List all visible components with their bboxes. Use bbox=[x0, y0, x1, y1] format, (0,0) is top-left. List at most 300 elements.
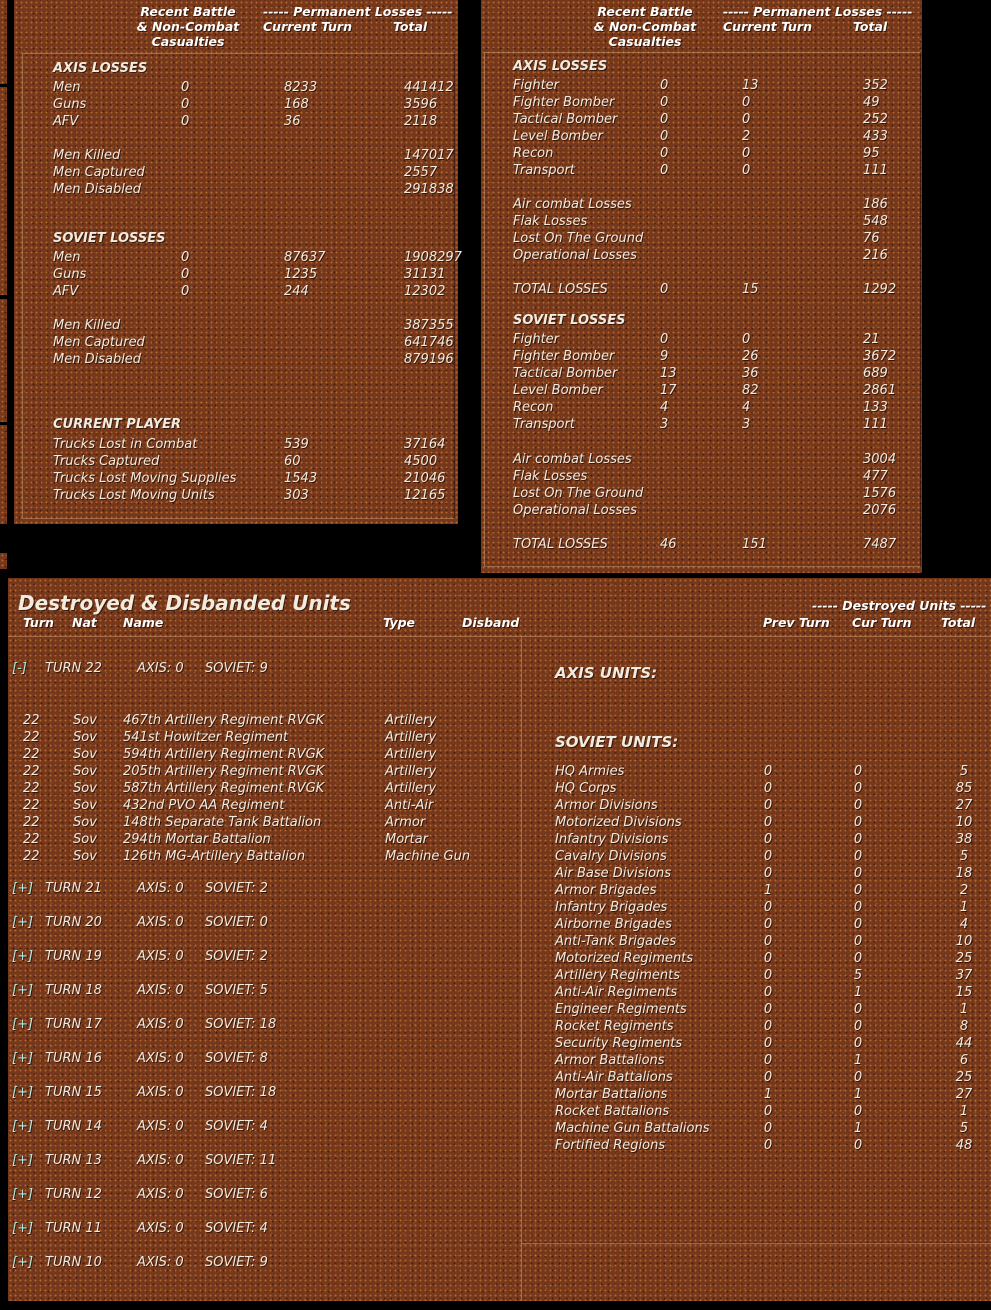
air-loss-current-turn: 13 bbox=[742, 78, 759, 93]
unit-name: 126th MG-Artillery Battalion bbox=[123, 849, 306, 864]
soviet-air-detail-rows bbox=[481, 451, 922, 519]
current-turn-column-header: Current Turn bbox=[263, 19, 352, 34]
unit-summary-row bbox=[8, 763, 991, 780]
axis-losses-title: AXIS LOSSES bbox=[53, 61, 148, 76]
air-loss-label: Fighter Bomber bbox=[513, 95, 615, 110]
loss-detail-label: Men Killed bbox=[53, 148, 121, 163]
summary-prev-turn: 0 bbox=[763, 1036, 773, 1051]
unit-turn: 22 bbox=[23, 781, 40, 796]
truck-loss-row bbox=[14, 487, 458, 504]
loss-row-recent: 0 bbox=[181, 97, 190, 112]
turn-group-soviet-count: SOVIET: 2 bbox=[205, 949, 268, 964]
axis-total-losses-row bbox=[481, 281, 922, 298]
loss-row-label: AFV bbox=[53, 114, 79, 129]
air-loss-detail-label: Lost On The Ground bbox=[513, 231, 644, 246]
unit-summary-row bbox=[8, 933, 991, 950]
loss-row-total: 441412 bbox=[404, 80, 454, 95]
unit-type: Artillery bbox=[385, 747, 437, 762]
unit-summary-row bbox=[8, 950, 991, 967]
unit-nationality: Sov bbox=[73, 849, 97, 864]
ground-losses-panel bbox=[14, 0, 462, 524]
air-loss-label: Level Bomber bbox=[513, 129, 603, 144]
summary-total: 18 bbox=[955, 866, 973, 881]
unit-turn: 22 bbox=[23, 798, 40, 813]
summary-cur-turn: 0 bbox=[853, 900, 863, 915]
summary-cur-turn: 0 bbox=[853, 934, 863, 949]
turn-group-axis-count: AXIS: 0 bbox=[137, 1051, 184, 1066]
air-loss-label: Level Bomber bbox=[513, 383, 603, 398]
background-window-sliver bbox=[0, 425, 7, 524]
unit-summary-row bbox=[8, 1035, 991, 1052]
expand-marker[interactable]: [+] bbox=[12, 1255, 34, 1270]
air-loss-current-turn: 0 bbox=[742, 95, 751, 110]
air-loss-current-turn: 2 bbox=[742, 129, 751, 144]
air-loss-detail-total: 216 bbox=[863, 248, 888, 263]
air-loss-total: 111 bbox=[863, 163, 888, 178]
turn-group-axis-count: AXIS: 0 bbox=[137, 1187, 184, 1202]
turn-group-soviet-count: SOVIET: 4 bbox=[205, 1119, 268, 1134]
unit-type: Mortar bbox=[385, 832, 428, 847]
turn-group-soviet-count: SOVIET: 2 bbox=[205, 881, 268, 896]
turn-group-axis-count: AXIS: 0 bbox=[137, 1255, 184, 1270]
total-losses-label: TOTAL LOSSES bbox=[513, 282, 608, 297]
turn-group-soviet-count: SOVIET: 11 bbox=[205, 1153, 277, 1168]
summary-prev-turn: 1 bbox=[763, 883, 773, 898]
air-loss-total: 2861 bbox=[863, 383, 897, 398]
unit-turn: 22 bbox=[23, 730, 40, 745]
air-loss-total: 49 bbox=[863, 95, 880, 110]
unit-turn: 22 bbox=[23, 713, 40, 728]
loss-row-recent: 0 bbox=[181, 250, 190, 265]
air-loss-row bbox=[481, 94, 922, 111]
unit-summary-row bbox=[8, 797, 991, 814]
permanent-losses-header: ----- Permanent Losses ----- bbox=[723, 4, 913, 19]
air-loss-recent: 0 bbox=[660, 146, 669, 161]
loss-row bbox=[14, 283, 458, 300]
expand-marker[interactable]: [+] bbox=[12, 1085, 34, 1100]
loss-row-total: 12302 bbox=[404, 284, 446, 299]
loss-row-recent: 0 bbox=[181, 80, 190, 95]
turn-group-soviet-count: SOVIET: 8 bbox=[205, 1051, 268, 1066]
summary-prev-turn: 1 bbox=[763, 1087, 773, 1102]
air-loss-label: Tactical Bomber bbox=[513, 112, 618, 127]
collapse-marker[interactable]: [-] bbox=[12, 661, 27, 676]
turn-group-soviet-count: SOVIET: 5 bbox=[205, 983, 268, 998]
loss-row-label: AFV bbox=[53, 284, 79, 299]
unit-summary-row bbox=[8, 1120, 991, 1137]
unit-summary-row bbox=[8, 1069, 991, 1086]
summary-total: 44 bbox=[955, 1036, 973, 1051]
air-loss-detail-total: 2076 bbox=[863, 503, 897, 518]
air-loss-label: Fighter Bomber bbox=[513, 349, 615, 364]
summary-total: 25 bbox=[955, 951, 973, 966]
unit-type: Machine Gun bbox=[385, 849, 471, 864]
unit-name: 148th Separate Tank Battalion bbox=[123, 815, 322, 830]
summary-total: 37 bbox=[955, 968, 973, 983]
loss-detail-row bbox=[14, 334, 458, 351]
unit-summary-row bbox=[8, 1052, 991, 1069]
truck-loss-current-turn: 303 bbox=[284, 488, 309, 503]
header-divider-line bbox=[8, 636, 991, 637]
total-losses-label: TOTAL LOSSES bbox=[513, 537, 608, 552]
turn-group-soviet-count: SOVIET: 6 bbox=[205, 1187, 268, 1202]
loss-detail-total: 147017 bbox=[404, 148, 454, 163]
expand-marker[interactable]: [+] bbox=[12, 915, 34, 930]
turn-group-soviet-count: SOVIET: 18 bbox=[205, 1017, 277, 1032]
summary-cur-turn: 0 bbox=[853, 866, 863, 881]
air-loss-detail-row bbox=[481, 196, 922, 213]
unit-name: 467th Artillery Regiment RVGK bbox=[123, 713, 325, 728]
unit-turn: 22 bbox=[23, 849, 40, 864]
turn-group-axis-count: AXIS: 0 bbox=[137, 949, 184, 964]
air-loss-recent: 17 bbox=[660, 383, 677, 398]
truck-loss-total: 37164 bbox=[404, 437, 446, 452]
soviet-units-title: SOVIET UNITS: bbox=[555, 733, 679, 751]
summary-total: 15 bbox=[955, 985, 973, 1000]
air-loss-recent: 3 bbox=[660, 417, 669, 432]
expand-marker[interactable]: [+] bbox=[12, 1153, 34, 1168]
turn-group-axis-count: AXIS: 0 bbox=[137, 661, 184, 676]
summary-category-label: Armor Battalions bbox=[555, 1053, 665, 1068]
summary-cur-turn: 1 bbox=[853, 985, 863, 1000]
expand-marker[interactable]: [+] bbox=[12, 949, 34, 964]
summary-cur-turn: 0 bbox=[853, 883, 863, 898]
truck-loss-current-turn: 60 bbox=[284, 454, 301, 469]
turn-group-label: TURN 18 bbox=[45, 983, 102, 998]
turn-group-axis-count: AXIS: 0 bbox=[137, 915, 184, 930]
summary-total: 5 bbox=[959, 1121, 969, 1136]
air-loss-detail-label: Operational Losses bbox=[513, 503, 637, 518]
air-loss-detail-row bbox=[481, 247, 922, 264]
summary-cur-turn: 0 bbox=[853, 815, 863, 830]
summary-prev-turn: 0 bbox=[763, 900, 773, 915]
unit-nationality: Sov bbox=[73, 815, 97, 830]
air-loss-recent: 0 bbox=[660, 78, 669, 93]
axis-men-detail-rows bbox=[14, 147, 458, 198]
summary-category-label: Mortar Battalions bbox=[555, 1087, 668, 1102]
turn-group-row-expanded[interactable] bbox=[8, 660, 521, 677]
turn-group-axis-count: AXIS: 0 bbox=[137, 1119, 184, 1134]
expand-marker[interactable]: [+] bbox=[12, 1017, 34, 1032]
expand-marker[interactable]: [+] bbox=[12, 1119, 34, 1134]
summary-prev-turn: 0 bbox=[763, 764, 773, 779]
air-loss-recent: 13 bbox=[660, 366, 677, 381]
loss-row-total: 31131 bbox=[404, 267, 446, 282]
nat-column-header: Nat bbox=[72, 615, 97, 630]
unit-summary-row bbox=[8, 1001, 991, 1018]
axis-air-detail-rows bbox=[481, 196, 922, 264]
turn-group-label: TURN 12 bbox=[45, 1187, 102, 1202]
air-loss-detail-label: Air combat Losses bbox=[513, 452, 632, 467]
loss-detail-row bbox=[14, 147, 458, 164]
summary-cur-turn: 1 bbox=[853, 1121, 863, 1136]
air-loss-recent: 0 bbox=[660, 95, 669, 110]
unit-summary-row bbox=[8, 1086, 991, 1103]
unit-type: Artillery bbox=[385, 764, 437, 779]
recent-casualties-line2: & Non-Combat bbox=[593, 19, 697, 34]
turn-group-label: TURN 19 bbox=[45, 949, 102, 964]
summary-cur-turn: 0 bbox=[853, 798, 863, 813]
air-loss-total: 111 bbox=[863, 417, 888, 432]
air-loss-row bbox=[481, 348, 922, 365]
air-loss-row bbox=[481, 382, 922, 399]
summary-cur-turn: 5 bbox=[853, 968, 863, 983]
truck-loss-rows bbox=[14, 436, 458, 504]
air-loss-recent: 0 bbox=[660, 112, 669, 127]
truck-loss-row bbox=[14, 436, 458, 453]
destroyed-disbanded-title: Destroyed & Disbanded Units bbox=[18, 591, 351, 615]
air-loss-detail-label: Air combat Losses bbox=[513, 197, 632, 212]
loss-detail-total: 641746 bbox=[404, 335, 454, 350]
recent-casualties-line1: Recent Battle bbox=[140, 4, 236, 19]
turn-group-label: TURN 15 bbox=[45, 1085, 102, 1100]
loss-row bbox=[14, 113, 458, 130]
air-loss-recent: 0 bbox=[660, 129, 669, 144]
turn-group-soviet-count: SOVIET: 18 bbox=[205, 1085, 277, 1100]
expand-marker[interactable]: [+] bbox=[12, 1051, 34, 1066]
summary-prev-turn: 0 bbox=[763, 832, 773, 847]
summary-category-label: Rocket Battalions bbox=[555, 1104, 670, 1119]
summary-category-label: Anti-Air Battalions bbox=[555, 1070, 673, 1085]
loss-detail-total: 291838 bbox=[404, 182, 454, 197]
air-loss-row bbox=[481, 365, 922, 382]
unit-summary-row bbox=[8, 848, 991, 865]
summary-category-label: Infantry Brigades bbox=[555, 900, 668, 915]
unit-turn: 22 bbox=[23, 747, 40, 762]
cur-turn-column-header: Cur Turn bbox=[852, 615, 912, 630]
air-loss-total: 95 bbox=[863, 146, 880, 161]
truck-loss-label: Trucks Lost Moving Supplies bbox=[53, 471, 237, 486]
summary-prev-turn: 0 bbox=[763, 815, 773, 830]
loss-row-total: 3596 bbox=[404, 97, 438, 112]
summary-cur-turn: 0 bbox=[853, 917, 863, 932]
total-column-header: Total bbox=[853, 19, 888, 34]
summary-cur-turn: 0 bbox=[853, 781, 863, 796]
loss-row-recent: 0 bbox=[181, 114, 190, 129]
summary-cur-turn: 0 bbox=[853, 1070, 863, 1085]
summary-total: 2 bbox=[959, 883, 969, 898]
air-loss-detail-total: 1576 bbox=[863, 486, 897, 501]
unit-nationality: Sov bbox=[73, 798, 97, 813]
soviet-men-detail-rows bbox=[14, 317, 458, 368]
loss-row-recent: 0 bbox=[181, 284, 190, 299]
air-loss-recent: 9 bbox=[660, 349, 669, 364]
summary-cur-turn: 0 bbox=[853, 1138, 863, 1153]
summary-total: 48 bbox=[955, 1138, 973, 1153]
unit-summary-row bbox=[8, 1137, 991, 1154]
turn-group-label: TURN 21 bbox=[45, 881, 102, 896]
air-loss-current-turn: 0 bbox=[742, 163, 751, 178]
air-loss-detail-total: 76 bbox=[863, 231, 880, 246]
summary-category-label: Armor Brigades bbox=[555, 883, 657, 898]
truck-loss-label: Trucks Captured bbox=[53, 454, 160, 469]
turn-group-axis-count: AXIS: 0 bbox=[137, 881, 184, 896]
current-turn-column-header: Current Turn bbox=[723, 19, 812, 34]
air-loss-recent: 4 bbox=[660, 400, 669, 415]
summary-category-label: Infantry Divisions bbox=[555, 832, 669, 847]
summary-total: 27 bbox=[955, 798, 973, 813]
soviet-ground-loss-rows bbox=[14, 249, 462, 300]
summary-prev-turn: 0 bbox=[763, 1121, 773, 1136]
soviet-losses-title: SOVIET LOSSES bbox=[513, 313, 626, 328]
unit-name: 294th Mortar Battalion bbox=[123, 832, 271, 847]
turn-group-row[interactable] bbox=[8, 1212, 521, 1246]
destroyed-unit-row bbox=[8, 712, 521, 729]
unit-summary-row bbox=[8, 1018, 991, 1035]
summary-category-label: HQ Corps bbox=[555, 781, 617, 796]
loss-detail-row bbox=[14, 351, 458, 368]
air-loss-label: Fighter bbox=[513, 78, 560, 93]
loss-row bbox=[14, 249, 462, 266]
total-column-header: Total bbox=[941, 615, 976, 630]
summary-cur-turn: 0 bbox=[853, 832, 863, 847]
expand-marker[interactable]: [+] bbox=[12, 881, 34, 896]
air-loss-detail-row bbox=[481, 230, 922, 247]
expand-marker[interactable]: [+] bbox=[12, 1221, 34, 1236]
turn-group-row[interactable] bbox=[8, 1178, 521, 1212]
unit-summary-row bbox=[8, 916, 991, 933]
summary-category-label: Fortified Regions bbox=[555, 1138, 666, 1153]
air-loss-row bbox=[481, 128, 922, 145]
loss-detail-label: Men Disabled bbox=[53, 352, 142, 367]
air-loss-label: Recon bbox=[513, 400, 554, 415]
turn-group-soviet-count: SOVIET: 9 bbox=[205, 1255, 268, 1270]
air-losses-panel bbox=[481, 0, 922, 573]
unit-nationality: Sov bbox=[73, 747, 97, 762]
unit-name: 587th Artillery Regiment RVGK bbox=[123, 781, 325, 796]
air-loss-recent: 0 bbox=[660, 163, 669, 178]
unit-summary-row bbox=[8, 1103, 991, 1120]
unit-summary-row bbox=[8, 984, 991, 1001]
loss-detail-label: Men Killed bbox=[53, 318, 121, 333]
type-column-header: Type bbox=[383, 615, 416, 630]
summary-prev-turn: 0 bbox=[763, 917, 773, 932]
air-loss-detail-row bbox=[481, 468, 922, 485]
summary-prev-turn: 0 bbox=[763, 934, 773, 949]
unit-summary-row bbox=[8, 780, 991, 797]
summary-total: 6 bbox=[959, 1053, 969, 1068]
current-player-title: CURRENT PLAYER bbox=[53, 417, 181, 432]
recent-casualties-line3: Casualties bbox=[151, 34, 225, 49]
summary-prev-turn: 0 bbox=[763, 798, 773, 813]
turn-group-soviet-count: SOVIET: 0 bbox=[205, 915, 268, 930]
loss-detail-row bbox=[14, 317, 458, 334]
air-loss-detail-total: 477 bbox=[863, 469, 888, 484]
turn-group-label: TURN 17 bbox=[45, 1017, 102, 1032]
air-loss-label: Transport bbox=[513, 163, 575, 178]
loss-row-current-turn: 8233 bbox=[284, 80, 318, 95]
unit-turn: 22 bbox=[23, 832, 40, 847]
unit-name: 541st Howitzer Regiment bbox=[123, 730, 289, 745]
background-window-sliver bbox=[0, 0, 7, 84]
turn-group-label: TURN 10 bbox=[45, 1255, 102, 1270]
unit-type: Artillery bbox=[385, 781, 437, 796]
summary-cur-turn: 0 bbox=[853, 1104, 863, 1119]
air-loss-current-turn: 0 bbox=[742, 146, 751, 161]
summary-cur-turn: 0 bbox=[853, 764, 863, 779]
turn-group-axis-count: AXIS: 0 bbox=[137, 1153, 184, 1168]
background-window-sliver bbox=[0, 299, 7, 422]
summary-total: 10 bbox=[955, 934, 973, 949]
air-loss-row bbox=[481, 111, 922, 128]
summary-prev-turn: 0 bbox=[763, 968, 773, 983]
unit-nationality: Sov bbox=[73, 832, 97, 847]
summary-prev-turn: 0 bbox=[763, 985, 773, 1000]
unit-summary-row bbox=[8, 967, 991, 984]
loss-row-label: Guns bbox=[53, 97, 87, 112]
unit-nationality: Sov bbox=[73, 764, 97, 779]
turn-group-soviet-count: SOVIET: 4 bbox=[205, 1221, 268, 1236]
summary-prev-turn: 0 bbox=[763, 1138, 773, 1153]
unit-name: 432nd PVO AA Regiment bbox=[123, 798, 285, 813]
summary-category-label: Engineer Regiments bbox=[555, 1002, 687, 1017]
summary-category-label: Artillery Regiments bbox=[555, 968, 681, 983]
turn-group-label: TURN 13 bbox=[45, 1153, 102, 1168]
summary-prev-turn: 0 bbox=[763, 1053, 773, 1068]
unit-type: Artillery bbox=[385, 730, 437, 745]
loss-row-label: Men bbox=[53, 250, 81, 265]
unit-nationality: Sov bbox=[73, 713, 97, 728]
unit-type: Artillery bbox=[385, 713, 437, 728]
loss-detail-row bbox=[14, 164, 458, 181]
unit-summary-row bbox=[8, 831, 991, 848]
summary-prev-turn: 0 bbox=[763, 1019, 773, 1034]
unit-type: Anti-Air bbox=[385, 798, 434, 813]
summary-prev-turn: 0 bbox=[763, 951, 773, 966]
air-loss-row bbox=[481, 416, 922, 433]
air-loss-detail-total: 186 bbox=[863, 197, 888, 212]
truck-loss-total: 21046 bbox=[404, 471, 446, 486]
unit-nationality: Sov bbox=[73, 730, 97, 745]
total-losses-current-turn: 15 bbox=[742, 282, 759, 297]
turn-group-row[interactable] bbox=[8, 1246, 521, 1280]
recent-casualties-line3: Casualties bbox=[608, 34, 682, 49]
destroyed-units-header: ----- Destroyed Units ----- bbox=[812, 598, 987, 613]
summary-total: 1 bbox=[959, 1002, 969, 1017]
truck-loss-current-turn: 539 bbox=[284, 437, 309, 452]
air-loss-total: 352 bbox=[863, 78, 888, 93]
air-loss-current-turn: 26 bbox=[742, 349, 759, 364]
air-loss-detail-row bbox=[481, 451, 922, 468]
summary-category-label: Security Regiments bbox=[555, 1036, 683, 1051]
summary-category-label: Anti-Tank Brigades bbox=[555, 934, 677, 949]
truck-loss-total: 4500 bbox=[404, 454, 438, 469]
unit-turn: 22 bbox=[23, 815, 40, 830]
turn-group-axis-count: AXIS: 0 bbox=[137, 1085, 184, 1100]
air-loss-total: 252 bbox=[863, 112, 888, 127]
truck-loss-row bbox=[14, 470, 458, 487]
loss-detail-total: 879196 bbox=[404, 352, 454, 367]
summary-cur-turn: 1 bbox=[853, 1087, 863, 1102]
summary-total: 4 bbox=[959, 917, 969, 932]
loss-detail-row bbox=[14, 181, 458, 198]
total-column-header: Total bbox=[393, 19, 428, 34]
summary-prev-turn: 0 bbox=[763, 1002, 773, 1017]
expand-marker[interactable]: [+] bbox=[12, 983, 34, 998]
turn-group-soviet-count: SOVIET: 9 bbox=[205, 661, 268, 676]
summary-total: 27 bbox=[955, 1087, 973, 1102]
loss-row-label: Men bbox=[53, 80, 81, 95]
expand-marker[interactable]: [+] bbox=[12, 1187, 34, 1202]
loss-row bbox=[14, 96, 458, 113]
turn-group-axis-count: AXIS: 0 bbox=[137, 983, 184, 998]
summary-prev-turn: 0 bbox=[763, 1070, 773, 1085]
air-loss-detail-row bbox=[481, 502, 922, 519]
summary-total: 8 bbox=[959, 1019, 969, 1034]
total-losses-recent: 46 bbox=[660, 537, 677, 552]
truck-loss-current-turn: 1543 bbox=[284, 471, 318, 486]
air-loss-row bbox=[481, 331, 922, 348]
